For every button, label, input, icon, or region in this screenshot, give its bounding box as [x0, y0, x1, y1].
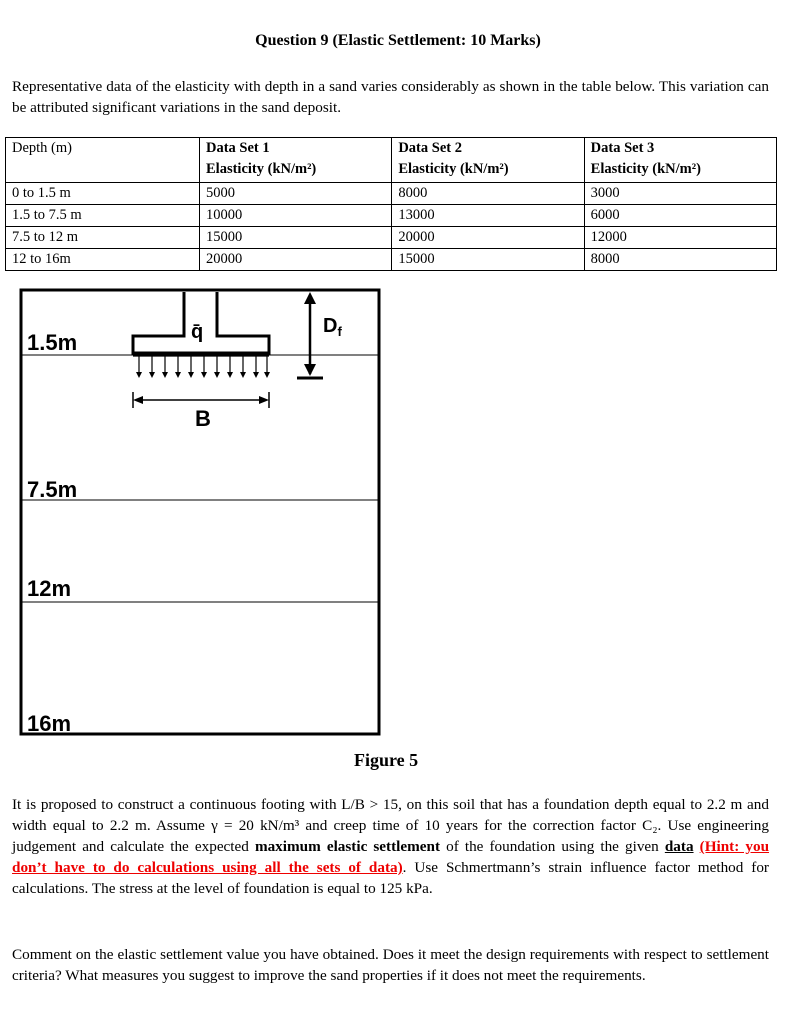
soil-profile-border [21, 290, 379, 734]
question-paragraph-2: Comment on the elastic settlement value you have obtained. Does it meet the design requirements with respect to settlement criteria? What measures you suggest to improve the sand properties if it does not meet the requirements. [12, 946, 769, 984]
table-row: 0 to 1.5 m 5000 8000 3000 [6, 183, 777, 205]
elasticity-table [5, 137, 777, 271]
header-set2: Data Set 2 Elasticity (kN/m²) [392, 138, 584, 183]
hint-text: (Hint: you don’t have to do calculations using all the sets of data) [12, 838, 770, 876]
depth-label-7-5m: 7.5m [27, 477, 78, 502]
width-label: B [195, 406, 211, 431]
header-set1: Data Set 1 Elasticity (kN/m²) [200, 138, 392, 183]
load-label: q̄ [191, 321, 204, 343]
depth-label-1-5m: 1.5m [27, 330, 78, 355]
question-paragraph-1: It is proposed to construct a continuous footing with L/B > 15, on this soil that has a foundation depth equal to 2.2 m and width equal to 2.2 m. Assume γ = 20 kN/m³ and creep time of 10 years for the correction factor C₂. Use engineering judgement and calculate the expected maximum elastic settlement of the foundation using the given data (Hint: you don’t have to do calculations using all the sets of data). Use Schmertmann’s strain influence factor method for calculations. The stress at the level of foundation is equal to 125 kPa. [12, 796, 770, 897]
depth-label: $D_f$ [323, 315, 342, 339]
soil-profile-figure [19, 288, 385, 740]
depth-label-16m: 16m [27, 711, 72, 736]
table-row: 1.5 to 7.5 m 10000 13000 6000 [6, 205, 777, 227]
intro-paragraph: Representative data of the elasticity with depth in a sand varies considerably as shown in the table below. This variation can be attributed significant variations in the sand deposit. [12, 78, 769, 116]
header-depth: Depth (m) [6, 138, 200, 183]
figure-caption: Figure 5 [354, 750, 419, 770]
table-header-row [6, 138, 777, 183]
depth-label-12m: 12m [27, 576, 72, 601]
header-set3: Data Set 3 Elasticity (kN/m²) [584, 138, 776, 183]
table-row: 7.5 to 12 m 15000 20000 12000 [6, 227, 777, 249]
question-title: Question 9 (Elastic Settlement: 10 Marks) [255, 32, 541, 49]
table-row: 12 to 16m 20000 15000 8000 [6, 249, 777, 271]
